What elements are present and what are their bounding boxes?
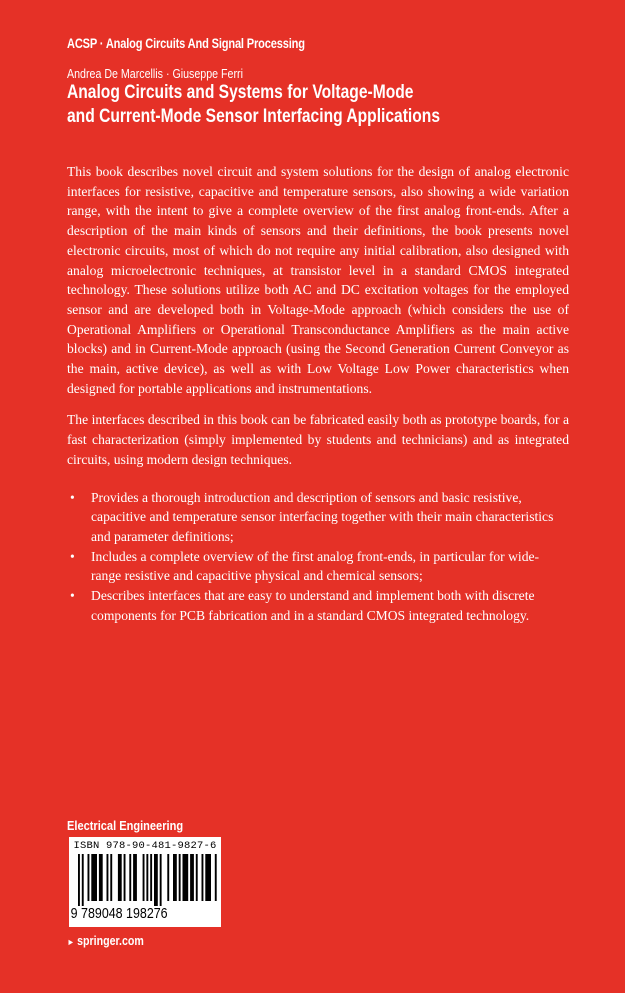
- barcode-bar: [124, 854, 126, 901]
- list-item-text: Includes a complete overview of the first analog front-ends, in particular for wide-range resistive and capacitive physical and chemical sensors;: [91, 548, 540, 584]
- barcode-bar: [78, 854, 80, 906]
- barcode-bar: [118, 854, 122, 901]
- barcode-bar: [167, 854, 169, 901]
- barcode-bar: [107, 854, 109, 901]
- barcode-bar: [110, 854, 112, 901]
- arrow-right-icon: ►: [67, 937, 75, 947]
- barcode-bar: [133, 854, 137, 901]
- title-line: Analog Circuits and Systems for Voltage-Mode: [67, 81, 414, 103]
- list-item: [67, 488, 569, 547]
- ean-digits: 9 789048 198276: [70, 905, 168, 922]
- barcode-bar: [202, 854, 204, 901]
- subject-category: Electrical Engineering: [67, 818, 184, 833]
- barcode-bar: [82, 854, 84, 906]
- barcode-bar: [129, 854, 131, 901]
- barcode-bars-icon: [69, 854, 221, 906]
- bullet-icon: •: [70, 489, 75, 505]
- barcode-bar: [143, 854, 145, 901]
- barcode-bar: [183, 854, 189, 901]
- isbn-label: ISBN 978-90-481-9827-6: [73, 840, 217, 852]
- list-item-text: Describes interfaces that are easy to understand and implement both with discrete components for PCB fabrication and in a standard CMOS integrated technology.: [91, 588, 535, 623]
- barcode-bar: [205, 854, 211, 901]
- barcode-bar: [196, 854, 198, 901]
- barcode-bar: [88, 854, 90, 901]
- description-paragraph: This book describes novel circuit and system solutions for the design of analog electronic interfaces for resistive, capacitive and temperature sensors, also showing a wide variation range, with the intent to give a complete overview of the first analog front-ends. After a description of the main kinds of sensors and their definitions, the book presents novel electronic circuits, most of which do not require any initial calibration, also designed with analog microelectronic techniques, at transistor level in a standard CMOS integrated technology. These solutions utilize both AC and DC excitation voltages for the employed sensor and are developed both in Voltage-Mode approach (which considers the use of Operational Amplifiers or Operational Transconductance Amplifiers as the main active blocks) and in Current-Mode approach (using the Second Generation Current Conveyor as the main, active device), as well as with Low Voltage Low Power characteristics when designed for portable applications and instrumentations.: [67, 164, 569, 396]
- title-line: and Current-Mode Sensor Interfacing Applications: [67, 105, 440, 127]
- barcode-bar: [179, 854, 181, 901]
- barcode-bar: [173, 854, 177, 901]
- publisher-link[interactable]: [67, 934, 144, 948]
- feature-list: [67, 488, 569, 626]
- barcode-bar: [160, 854, 162, 906]
- list-item: [67, 586, 569, 625]
- list-item: [67, 547, 569, 586]
- barcode-bar: [146, 854, 148, 901]
- barcode-bar: [154, 854, 158, 906]
- barcode-bar: [99, 854, 103, 901]
- bullet-icon: •: [70, 548, 75, 564]
- publisher-url: springer.com: [77, 934, 144, 948]
- authors: Andrea De Marcellis · Giuseppe Ferri: [67, 66, 243, 81]
- barcode-bar: [215, 854, 217, 901]
- bullet-icon: •: [70, 588, 75, 604]
- barcode-bar: [91, 854, 97, 901]
- book-title: [67, 80, 440, 128]
- list-item-text: Provides a thorough introduction and description of sensors and basic resistive, capacitive and temperature sensor interfacing together with their main characteristics and parameter definitions;: [91, 489, 554, 544]
- barcode-bar: [150, 854, 152, 901]
- barcode: [69, 837, 221, 927]
- barcode-bar: [190, 854, 194, 901]
- series-name: ACSP · Analog Circuits And Signal Processing: [67, 36, 305, 51]
- description-paragraph: The interfaces described in this book can be fabricated easily both as prototype boards, for a fast characterization (simply implemented by students and technicians) and as integrated circuits, using modern design techniques.: [67, 412, 569, 467]
- description: [67, 162, 569, 625]
